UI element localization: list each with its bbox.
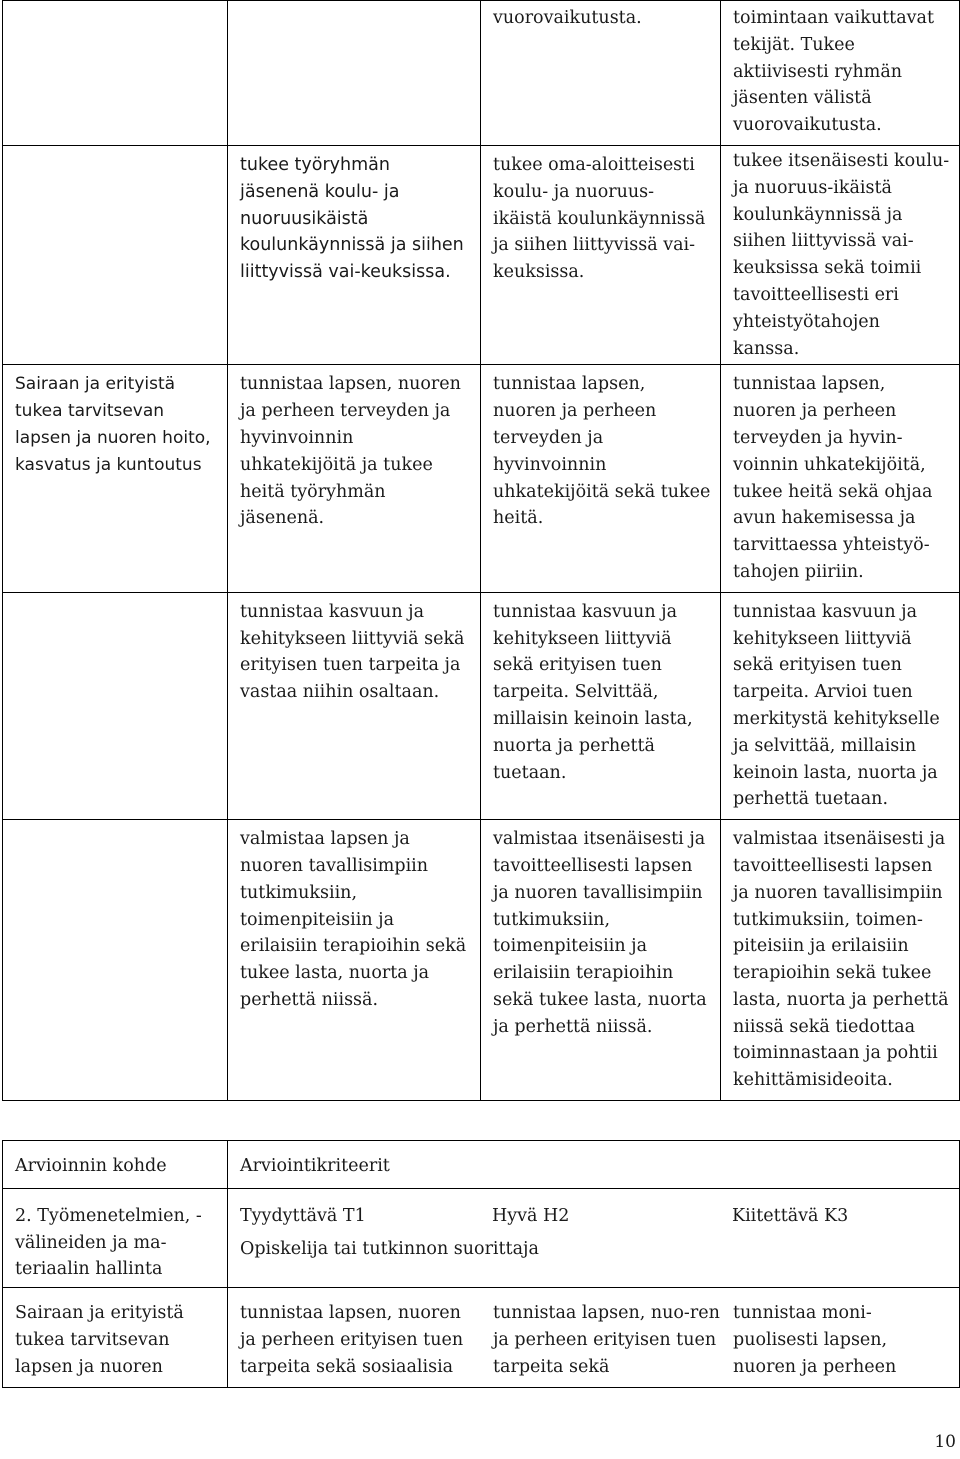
table-cell: tunnistaa kasvuun ja kehitykseen liittyviä sekä erityisen tuen tarpeita. Arvioi tuen merkitystä kehitykselle ja selvittää, millaisin keinoin lasta, nuorta ja perhettä tuetaan. — [721, 592, 960, 819]
table-cell: valmistaa lapsen ja nuoren tavallisimpiin tutkimuksiin, toimenpiteisiin ja erilaisiin terapioihin sekä tukee lasta, nuorta ja perhettä niissä. — [228, 820, 481, 1101]
table-header-row — [3, 1141, 960, 1189]
table-cell: tunnistaa kasvuun ja kehitykseen liittyviä sekä erityisen tuen tarpeita ja vastaa niihin osaltaan. — [228, 592, 481, 819]
criteria-header: Arviointikriteerit — [228, 1141, 960, 1189]
table-cell: tukee itsenäisesti koulu- ja nuoruus-ikäistä koulunkäynnissä ja siihen liittyvissä vai-keuksissa sekä toimii tavoitteellisesti eri yhteistyötahojen kanssa. — [721, 145, 960, 364]
criteria-table-top — [2, 0, 960, 1101]
page-number: 10 — [934, 1432, 956, 1452]
grade-excellent: Kiitettävä K3 — [732, 1205, 849, 1226]
criteria-cell — [228, 1288, 960, 1387]
grade-good: Hyvä H2 — [492, 1205, 570, 1226]
criteria-table-bottom — [2, 1140, 960, 1388]
table-cell — [3, 1, 228, 146]
table-cell: toimintaan vaikuttavat tekijät. Tukee aktiivisesti ryhmän jäsenten välistä vuorovaikutusta. — [721, 1, 960, 146]
table-cell: tunnistaa kasvuun ja kehitykseen liittyviä sekä erityisen tuen tarpeita. Selvittää, millaisin keinoin lasta, nuorta ja perhettä tuetaan. — [481, 592, 721, 819]
table-cell: vuorovaikutusta. — [481, 1, 721, 146]
table-row — [3, 1188, 960, 1287]
table-cell: valmistaa itsenäisesti ja tavoitteellisesti lapsen ja nuoren tavallisimpiin tutkimuksiin, toimenpiteisiin ja erilaisiin terapioihin sekä tukee lasta, nuorta ja perhettä niissä. — [481, 820, 721, 1101]
table-cell — [3, 592, 228, 819]
table-row — [3, 1288, 960, 1387]
assessment-target-cell: Sairaan ja erityistä tukea tarvitsevan lapsen ja nuoren — [3, 1288, 228, 1387]
table-row — [3, 1, 960, 146]
table-row — [3, 365, 960, 592]
criteria-subject: Opiskelija tai tutkinnon suorittaja — [240, 1238, 539, 1259]
table-cell: tunnistaa lapsen, nuoren ja perheen terveyden ja hyvin-voinnin uhkatekijöitä, tukee heitä sekä ohjaa avun hakemisessa ja tarvittaessa yhteistyö-tahojen piiriin. — [721, 365, 960, 592]
table-cell: valmistaa itsenäisesti ja tavoitteellisesti lapsen ja nuoren tavallisimpiin tutkimuksiin, toimen-piteisiin ja erilaisiin terapioihin sekä tukee lasta, nuorta ja perhettä niissä sekä tiedottaa toiminnastaan ja pohtii kehittämisideoita. — [721, 820, 960, 1101]
grade-satisfactory: Tyydyttävä T1 — [240, 1205, 366, 1226]
criteria-t1-text: tunnistaa lapsen, nuoren ja perheen erityisen tuen tarpeita sekä sosiaalisia — [240, 1303, 464, 1377]
table-cell — [3, 820, 228, 1101]
table-row — [3, 592, 960, 819]
table-cell: tunnistaa lapsen, nuoren ja perheen terveyden ja hyvinvoinnin uhkatekijöitä sekä tukee heitä. — [481, 365, 721, 592]
grade-labels — [240, 1203, 951, 1230]
table-row — [3, 145, 960, 364]
table-cell — [3, 145, 228, 364]
criteria-h2-text: tunnistaa lapsen, nuo-ren ja perheen erityisen tuen tarpeita sekä — [493, 1303, 720, 1377]
assessment-target-cell: Sairaan ja erityistä tukea tarvitsevan lapsen ja nuoren hoito, kasvatus ja kuntoutus — [3, 365, 228, 592]
table-cell — [228, 1, 481, 146]
criteria-k3-text: tunnistaa moni-puolisesti lapsen, nuoren ja perheen — [733, 1303, 897, 1377]
grades-cell — [228, 1188, 960, 1287]
table-row — [3, 820, 960, 1101]
table-cell: tunnistaa lapsen, nuoren ja perheen terveyden ja hyvinvoinnin uhkatekijöitä ja tukee heitä työryhmän jäsenenä. — [228, 365, 481, 592]
assessment-target-header: Arvioinnin kohde — [3, 1141, 228, 1189]
table-cell: tukee oma-aloitteisesti koulu- ja nuoruus-ikäistä koulunkäynnissä ja siihen liittyvissä vai-keuksissa. — [481, 145, 721, 364]
table-cell: tukee työryhmän jäsenenä koulu- ja nuoruusikäistä koulunkäynnissä ja siihen liittyvissä vai-keuksissa. — [228, 145, 481, 364]
assessment-target-cell: 2. Työmenetelmien, -välineiden ja ma-teriaalin hallinta — [3, 1188, 228, 1287]
